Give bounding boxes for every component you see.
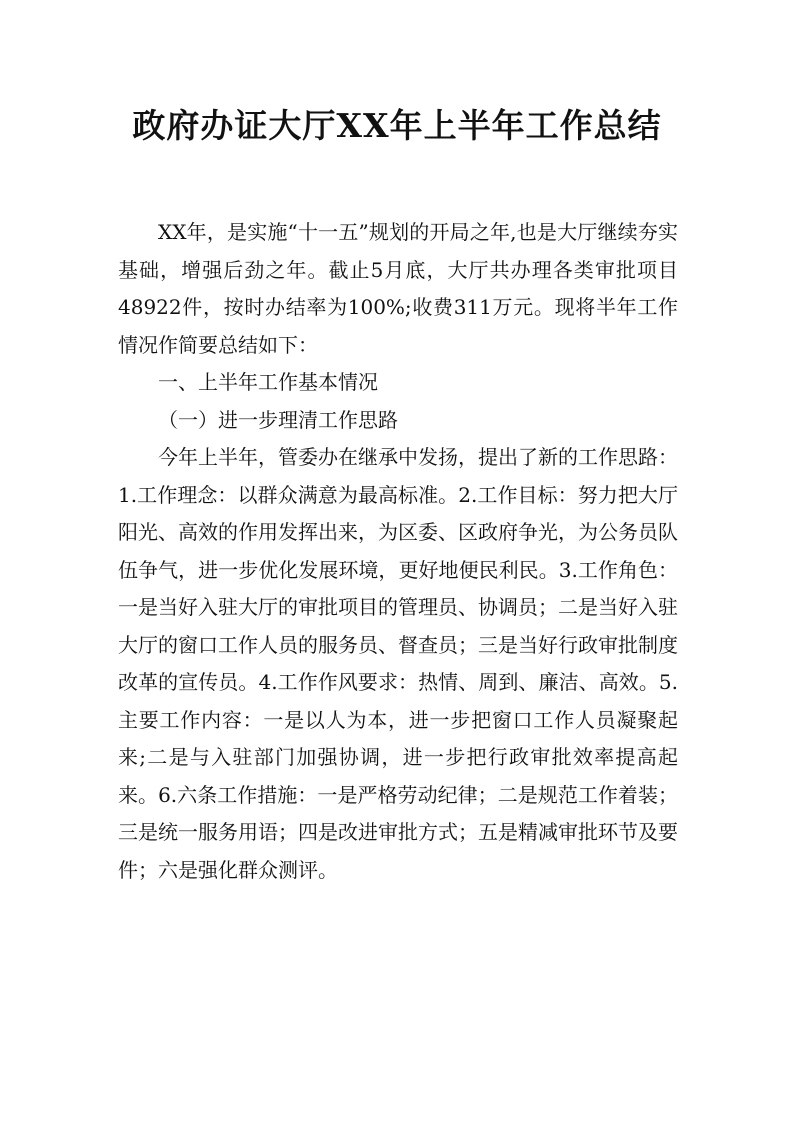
subsection-heading: （一）进一步理清工作思路 [158, 407, 398, 432]
document-title: 政府办证大厅XX年上半年工作总结 [132, 106, 662, 145]
section-heading: 一、上半年工作基本情况 [158, 370, 378, 394]
document-body [118, 214, 678, 889]
paragraph-work-ideas: 今年上半年，管委办在继承中发扬，提出了新的工作思路：1.工作理念：以群众满意为最高标准。2.工作目标：努力把大厅阳光、高效的作用发挥出来，为区委、区政府争光，为公务员队伍争气，进一步优化发展环境，更好地便民利民。3.工作角色：一是当好入驻大厅的审批项目的管理员、协调员；二是当好入驻大厅的窗口工作人员的服务员、督查员；三是当好行政审批制度改革的宣传员。4.工作作风要求：热情、周到、廉洁、高效。5.主要工作内容：一是以人为本，进一步把窗口工作人员凝聚起来;二是与入驻部门加强协调，进一步把行政审批效率提高起来。6.六条工作措施：一是严格劳动纪律；二是规范工作着装；三是统一服务用语；四是改进审批方式；五是精减审批环节及要件；六是强化群众测评。 [118, 445, 678, 882]
paragraph-intro: XX年，是实施“十一五”规划的开局之年,也是大厅继续夯实基础，增强后劲之年。截止5月底，大厅共办理各类审批项目48922件，按时办结率为100%;收费311万元。现将半年工作情况作简要总结如下： [118, 220, 678, 357]
